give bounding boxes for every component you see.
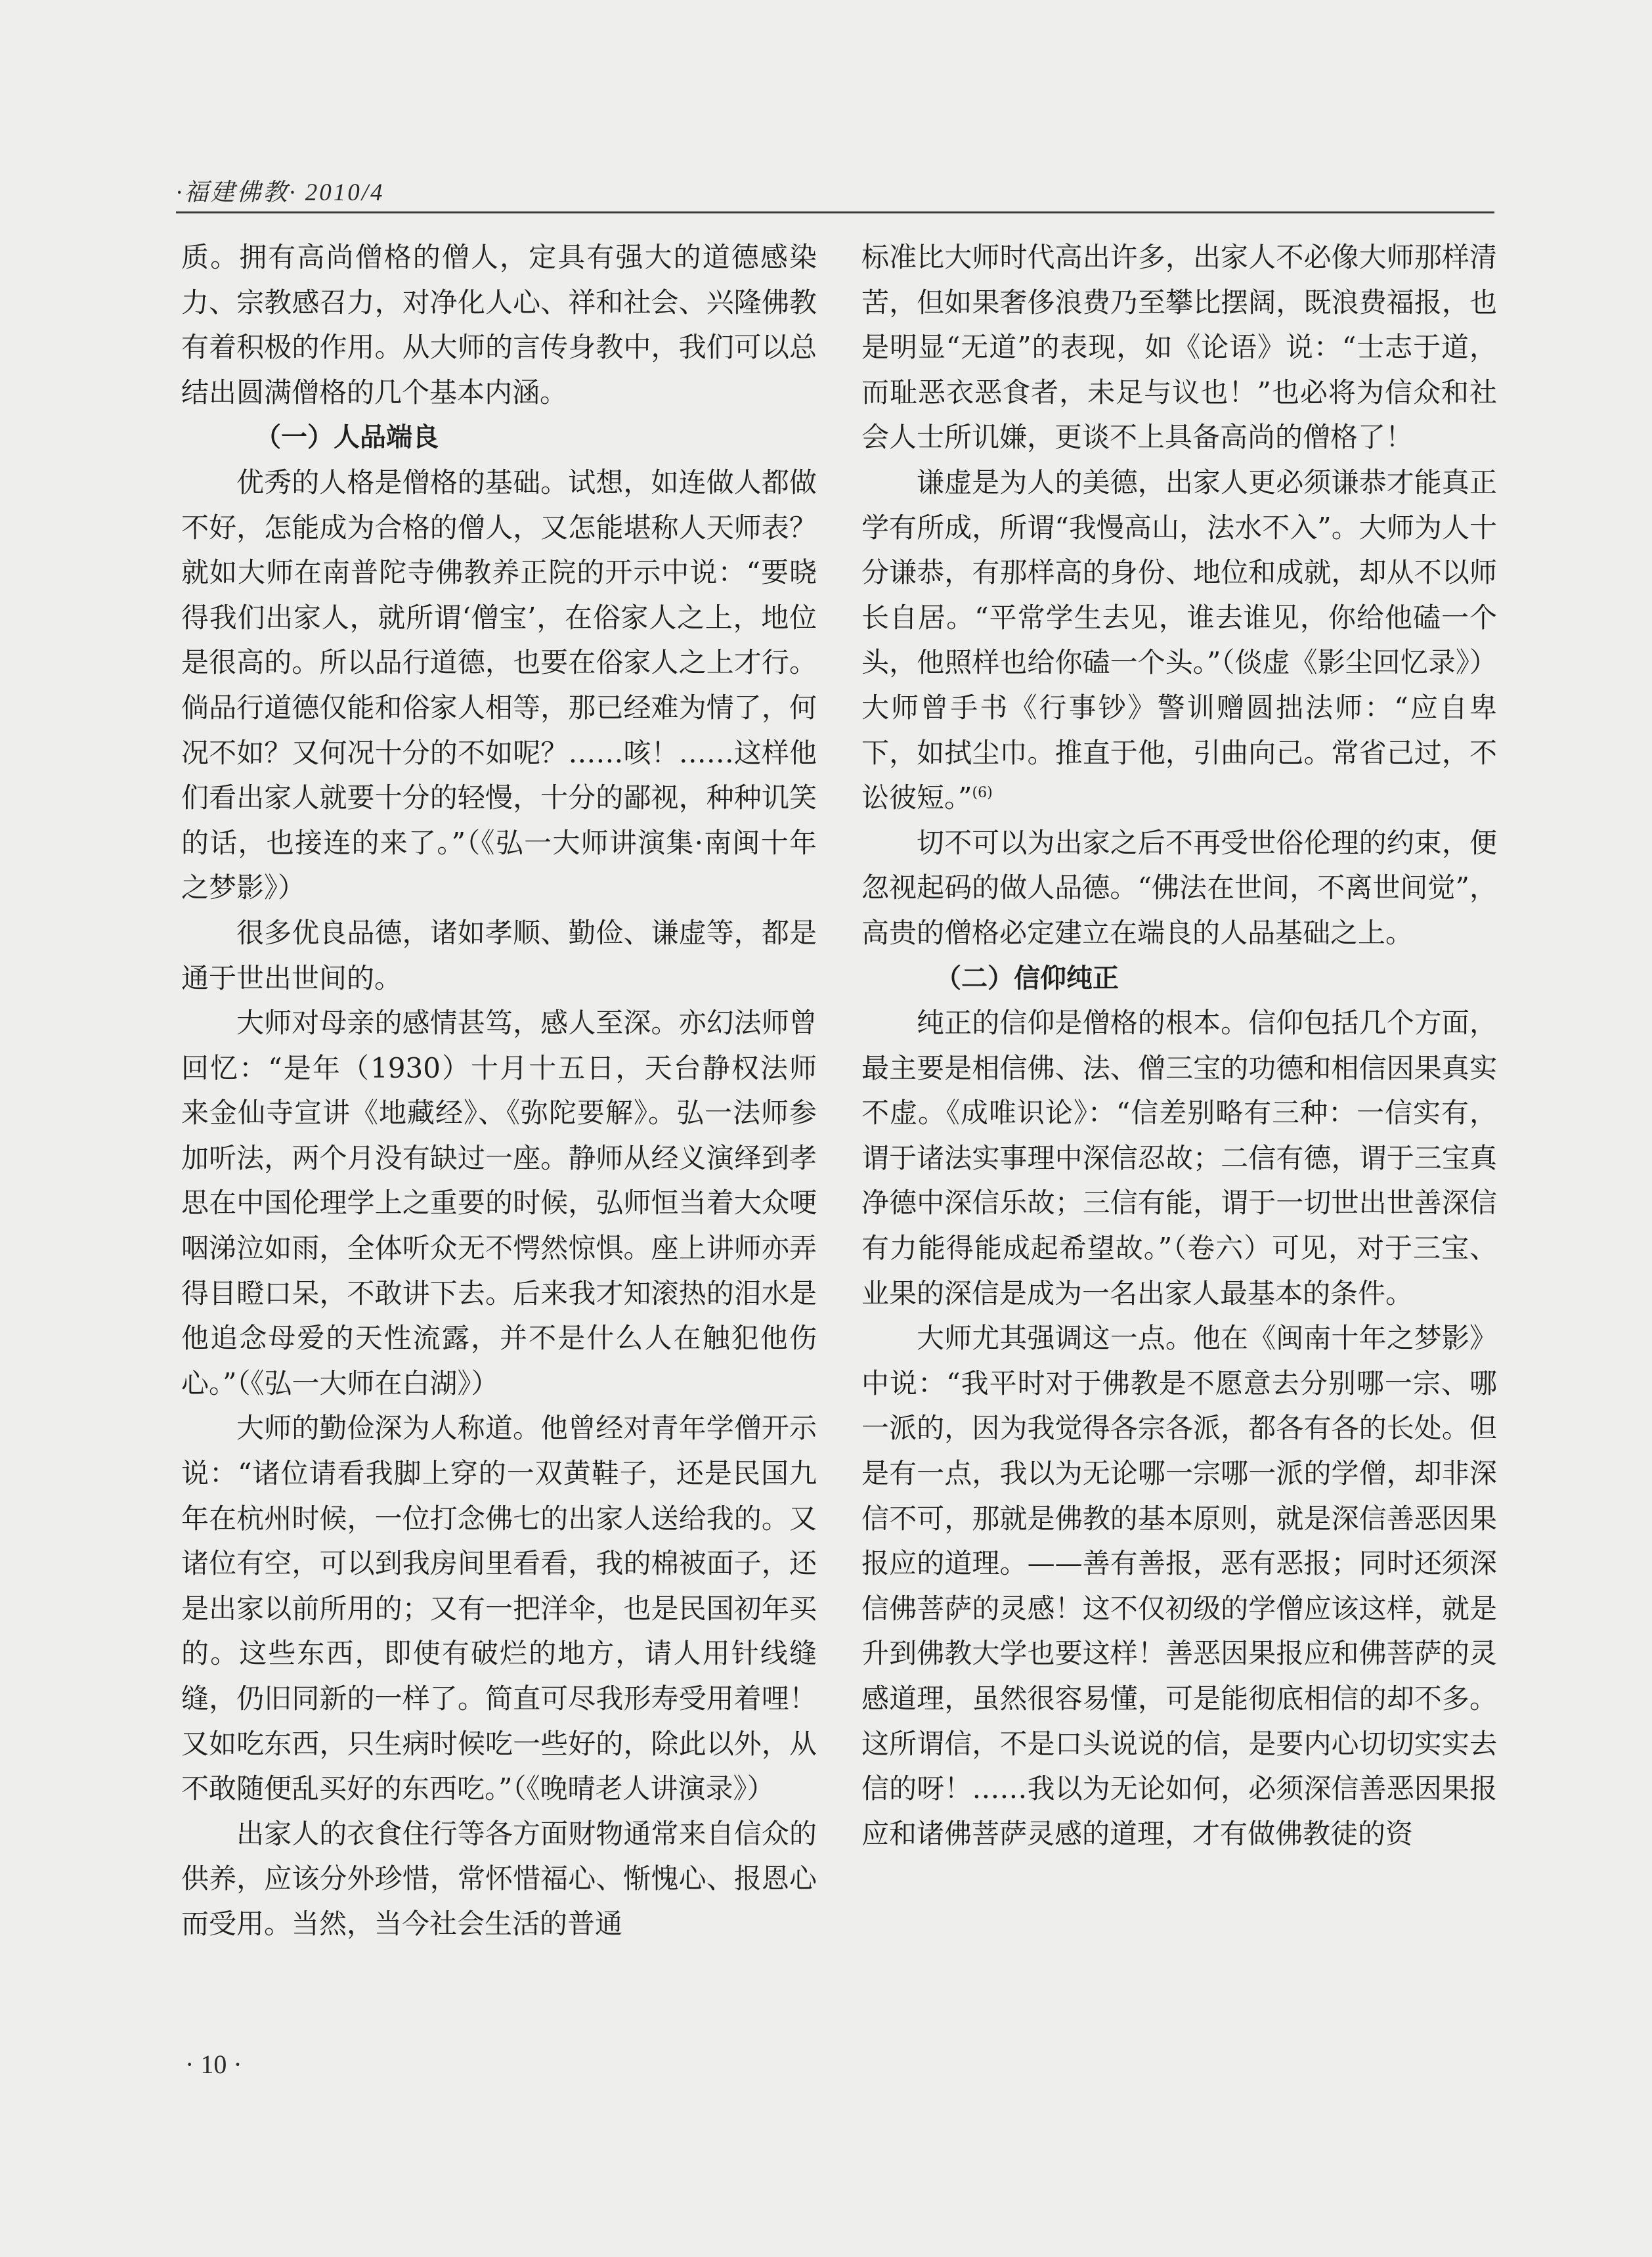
- paragraph: 大师对母亲的感情甚笃，感人至深。亦幻法师曾回忆：“是年（1930）十月十五日，天台静权法师来金仙寺宣讲《地藏经》、《弥陀要解》。弘一法师参加听法，两个月没有缺过一座。静师从经义演绎到孝思在中国伦理学上之重要的时候，弘师恒当着大众哽咽涕泣如雨，全体听众无不愕然惊惧。座上讲师亦弄得目瞪口呆，不敢讲下去。后来我才知滚热的泪水是他追念母爱的天性流露，并不是什么人在触犯他伤心。”（《弘一大师在白湖》）: [181, 1007, 817, 1399]
- paragraph: 大师的勤俭深为人称道。他曾经对青年学僧开示说：“诸位请看我脚上穿的一双黄鞋子，还是民国九年在杭州时候，一位打念佛七的出家人送给我的。又诸位有空，可以到我房间里看看，我的棉被面子，还是出家以前所用的；又有一把洋伞，也是民国初年买的。这些东西，即使有破烂的地方，请人用针线缝缝，仍旧同新的一样了。简直可尽我形寿受用着哩！又如吃东西，只生病时候吃一些好的，除此以外，从不敢随便乱买好的东西吃。”（《晚晴老人讲演录》）: [181, 1412, 817, 1805]
- paragraph: 切不可以为出家之后不再受世俗伦理的约束，便忽视起码的做人品德。“佛法在世间，不离世间觉”，高贵的僧格必定建立在端良的人品基础之上。: [861, 826, 1497, 949]
- paragraph: 质。拥有高尚僧格的僧人，定具有强大的道德感染力、宗教感召力，对净化人心、祥和社会、兴隆佛教有着积极的作用。从大师的言传身教中，我们可以总结出圆满僧格的几个基本内涵。: [181, 241, 817, 408]
- paragraph-text: 谦虚是为人的美德，出家人更必须谦恭才能真正学有所成，所谓“我慢高山，法水不入”。大师为人十分谦恭，有那样高的身份、地位和成就，却从不以师长自居。“平常学生去见，谁去谁见，你给他磕一个头，他照样也给你磕一个头。”（倓虚《影尘回忆录》）大师曾手书《行事钞》警训赠圆拙法师：“应自卑下，如拭尘巾。推直于他，引曲向己。常省己过，不讼彼短。”: [861, 466, 1497, 814]
- footnote-ref: (6): [972, 785, 993, 802]
- paragraph: 很多优良品德，诸如孝顺、勤俭、谦虚等，都是通于世出世间的。: [181, 916, 817, 994]
- paragraph: 纯正的信仰是僧格的根本。信仰包括几个方面，最主要是相信佛、法、僧三宝的功德和相信因果真实不虚。《成唯识论》：“信差别略有三种：一信实有，谓于诸法实事理中深信忍故；二信有德，谓于三宝真净德中深信乐故；三信有能，谓于一切世出世善深信有力能得能成起希望故。”（卷六）可见，对于三宝、业果的深信是成为一名出家人最基本的条件。: [861, 1007, 1497, 1309]
- paragraph: 出家人的衣食住行等各方面财物通常来自信众的供养，应该分外珍惜，常怀惜福心、惭愧心、报恩心而受用。当然，当今社会生活的普通: [181, 1817, 817, 1940]
- running-head: ·福建佛教· 2010/4: [176, 179, 385, 206]
- paragraph: 大师尤其强调这一点。他在《闽南十年之梦影》中说：“我平时对于佛教是不愿意去分别哪一宗、哪一派的，因为我觉得各宗各派，都各有各的长处。但是有一点，我以为无论哪一宗哪一派的学僧，却非深信不可，那就是佛教的基本原则，就是深信善恶因果报应的道理。——善有善报，恶有恶报；同时还须深信佛菩萨的灵感！这不仅初级的学僧应该这样，就是升到佛教大学也要这样！善恶因果报应和佛菩萨的灵感道理，虽然很容易懂，可是能彻底相信的却不多。这所谓信，不是口头说说的信，是要内心切切实实去信的呀！……我以为无论如何，必须深信善恶因果报应和诸佛菩萨灵感的道理，才有做佛教徒的资: [861, 1322, 1497, 1850]
- page-number: · 10 ·: [185, 2049, 242, 2079]
- section-heading: （一）人品端良: [255, 422, 439, 453]
- paragraph: 标准比大师时代高出许多，出家人不必像大师那样清苦，但如果奢侈浪费乃至攀比摆阔，既浪费福报，也是明显“无道”的表现，如《论语》说：“士志于道，而耻恶衣恶食者，未足与议也！”也必将为信众和社会人士所讥嫌，更谈不上具备高尚的僧格了！: [861, 241, 1497, 454]
- section-heading: （二）信仰纯正: [935, 963, 1119, 994]
- paragraph: 优秀的人格是僧格的基础。试想，如连做人都做不好，怎能成为合格的僧人，又怎能堪称人天师表？就如大师在南普陀寺佛教养正院的开示中说：“要晓得我们出家人，就所谓‘僧宝’，在俗家人之上，地位是很高的。所以品行道德，也要在俗家人之上才行。倘品行道德仅能和俗家人相等，那已经难为情了，何况不如？又何况十分的不如呢？……咳！……这样他们看出家人就要十分的轻慢，十分的鄙视，种种讥笑的话，也接连的来了。”（《弘一大师讲演集·南闽十年之梦影》）: [181, 466, 817, 904]
- left-column: [181, 235, 817, 1947]
- header-rule: [176, 211, 1494, 213]
- paragraph: [861, 460, 1497, 821]
- right-column: [861, 235, 1497, 1856]
